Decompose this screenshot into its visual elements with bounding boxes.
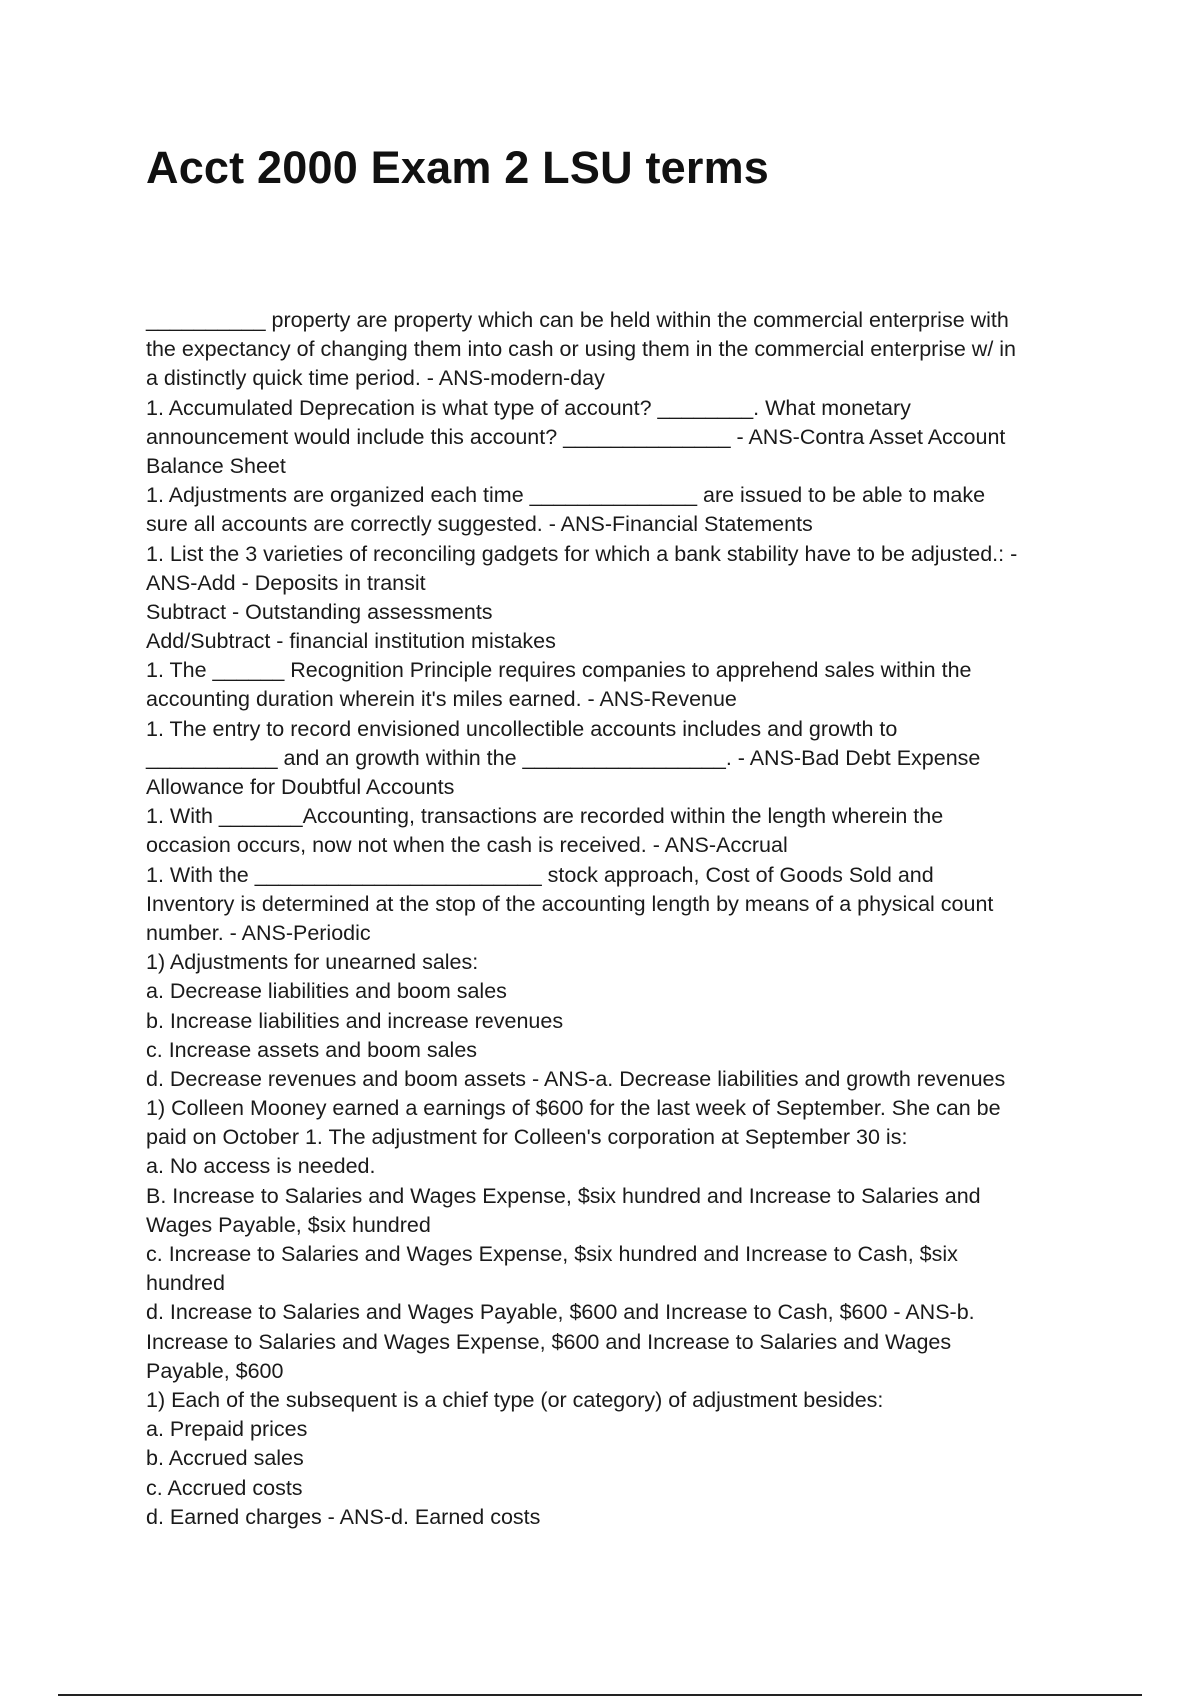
text-line: d. Increase to Salaries and Wages Payable, $600 and Increase to Cash, $600 - ANS-b. [146, 1300, 975, 1325]
text-line: d. Earned charges - ANS-d. Earned costs [146, 1504, 541, 1529]
text-line: 1. With the ________________________ stock approach, Cost of Goods Sold and [146, 862, 934, 887]
text-line: c. Accrued costs [146, 1475, 303, 1500]
text-line: b. Increase liabilities and increase revenues [146, 1008, 564, 1033]
text-line: a distinctly quick time period. - ANS-modern-day [146, 366, 605, 391]
text-line: 1) Adjustments for unearned sales: [146, 950, 479, 975]
text-line: a. No access is needed. [146, 1154, 376, 1179]
text-line: 1) Colleen Mooney earned a earnings of $600 for the last week of September. She can be [146, 1096, 1001, 1121]
text-line: Inventory is determined at the stop of the accounting length by means of a physical count [146, 891, 994, 916]
text-line: 1) Each of the subsequent is a chief type (or category) of adjustment besides: [146, 1387, 884, 1412]
text-line: Allowance for Doubtful Accounts [146, 775, 455, 799]
text-line: 1. List the 3 varieties of reconciling gadgets for which a bank stability have to be adjusted.: - [146, 541, 1018, 566]
text-line: b. Accrued sales [146, 1446, 304, 1471]
text-line: 1. The entry to record envisioned uncollectible accounts includes and growth to [146, 716, 898, 741]
document-title: Acct 2000 Exam 2 LSU terms [146, 142, 770, 193]
text-line: Add/Subtract - financial institution mistakes [146, 629, 556, 654]
text-line: occasion occurs, now not when the cash is received. - ANS-Accrual [146, 833, 788, 858]
text-line: announcement would include this account? ______________ - ANS-Contra Asset Account [146, 424, 1006, 449]
text-line: 1. With _______Accounting, transactions are recorded within the length wherein the [146, 804, 944, 829]
text-line: Wages Payable, $six hundred [146, 1212, 431, 1237]
text-line: Increase to Salaries and Wages Expense, $600 and Increase to Salaries and Wages [146, 1329, 952, 1354]
text-line: accounting duration wherein it's miles earned. - ANS-Revenue [146, 687, 737, 712]
text-line: ___________ and an growth within the _________________. - ANS-Bad Debt Expense [146, 745, 981, 770]
text-line: sure all accounts are correctly suggested. - ANS-Financial Statements [146, 512, 813, 537]
text-line: B. Increase to Salaries and Wages Expense, $six hundred and Increase to Salaries and [146, 1183, 981, 1208]
text-line: number. - ANS-Periodic [146, 920, 371, 945]
text-line: c. Increase assets and boom sales [146, 1037, 478, 1062]
text-line: hundred [146, 1271, 225, 1296]
text-line: a. Decrease liabilities and boom sales [146, 979, 507, 1004]
text-line: __________ property are property which can be held within the commercial enterprise with [146, 308, 1009, 332]
footer-divider [58, 1694, 1142, 1696]
text-line: the expectancy of changing them into cash or using them in the commercial enterprise w/ in [146, 337, 1017, 362]
text-line: c. Increase to Salaries and Wages Expense, $six hundred and Increase to Cash, $six [146, 1242, 958, 1266]
text-line: Balance Sheet [146, 453, 286, 478]
text-line: Payable, $600 [146, 1358, 284, 1383]
text-line: 1. Accumulated Deprecation is what type of account? ________. What monetary [146, 395, 911, 420]
text-line: paid on October 1. The adjustment for Colleen's corporation at September 30 is: [146, 1125, 908, 1150]
text-line: Subtract - Outstanding assessments [146, 599, 493, 624]
text-line: d. Decrease revenues and boom assets - ANS-a. Decrease liabilities and growth revenues [146, 1066, 1006, 1091]
document-body [146, 306, 1051, 1532]
text-line: 1. The ______ Recognition Principle requires companies to apprehend sales within the [146, 658, 972, 683]
text-line: 1. Adjustments are organized each time ______________ are issued to be able to make [146, 483, 986, 508]
text-line: ANS-Add - Deposits in transit [146, 570, 426, 595]
text-line: a. Prepaid prices [146, 1417, 308, 1442]
